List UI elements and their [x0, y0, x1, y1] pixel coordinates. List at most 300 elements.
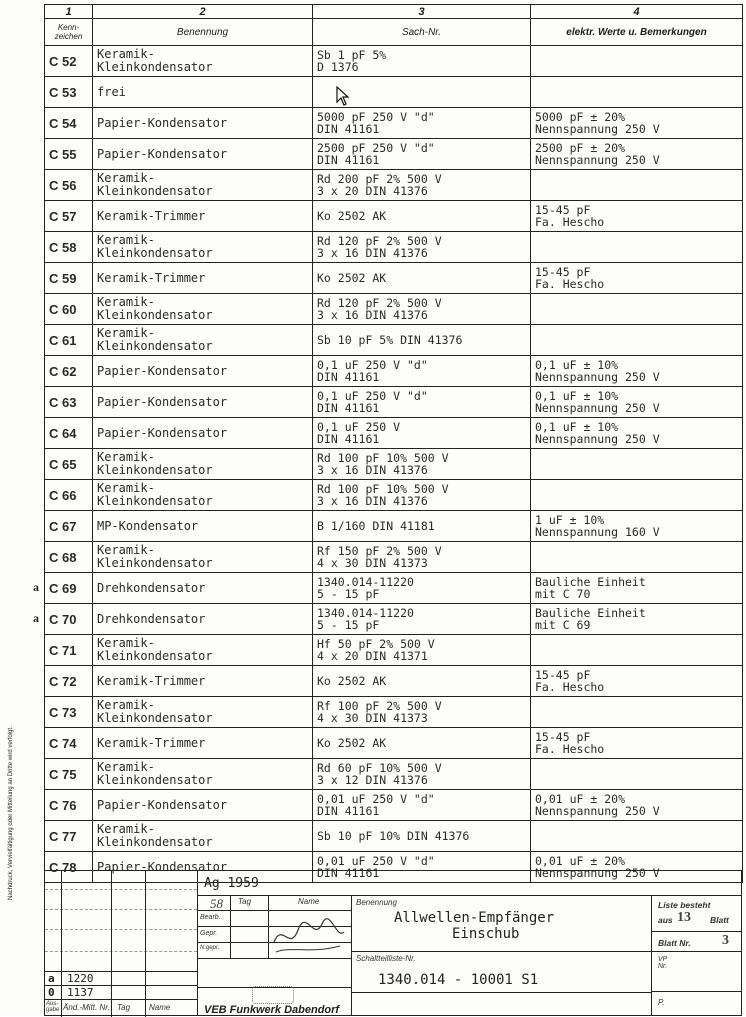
cell-sachnr-line: Rf 100 pF 2% 500 V	[317, 699, 442, 713]
table-row	[45, 170, 743, 201]
cell-benennung	[93, 759, 313, 790]
cell-kennzeichen-line: C 56	[49, 177, 77, 193]
cell-kennzeichen	[45, 821, 93, 852]
cell-benennung	[93, 511, 313, 542]
revision-0-letter: 0	[48, 986, 55, 999]
device-title-line1: Allwellen-Empfänger	[394, 910, 555, 926]
cell-kennzeichen	[45, 294, 93, 325]
revision-mark: a	[33, 580, 39, 594]
cell-bemerkung-line: Nennspannung 250 V	[535, 804, 660, 818]
cell-benennung-line: Kleinkondensator	[97, 60, 213, 74]
cell-kennzeichen-line: C 76	[49, 797, 77, 813]
table-row	[45, 604, 743, 635]
cell-benennung	[93, 604, 313, 635]
cell-sachnr	[313, 821, 531, 852]
cell-kennzeichen	[45, 263, 93, 294]
cell-kennzeichen-line: C 58	[49, 239, 77, 255]
label-schaltteilliste: Schaltteilliste-Nr.	[356, 954, 416, 963]
cell-sachnr-line: B 1/160 DIN 41181	[317, 519, 435, 533]
cell-benennung	[93, 449, 313, 480]
table-row	[45, 449, 743, 480]
table-row	[45, 542, 743, 573]
cell-benennung	[93, 821, 313, 852]
label-aus: aus	[658, 915, 673, 925]
cell-sachnr-line: DIN 41161	[317, 370, 380, 384]
cell-kennzeichen	[45, 170, 93, 201]
table-row	[45, 666, 743, 697]
cell-kennzeichen	[45, 139, 93, 170]
cell-sachnr-line: Sb 10 pF 10% DIN 41376	[317, 829, 470, 843]
cell-benennung-line: Kleinkondensator	[97, 246, 213, 260]
cell-bemerkung-line: Nennspannung 250 V	[535, 432, 660, 446]
cell-kennzeichen	[45, 325, 93, 356]
cell-benennung-line: frei	[97, 84, 126, 99]
cell-benennung-line: Drehkondensator	[97, 611, 206, 626]
cell-bemerkung-line: 0,01 uF ± 20%	[535, 792, 626, 806]
cell-benennung-line: Kleinkondensator	[97, 308, 213, 322]
column-header-row	[45, 19, 743, 46]
label-aend-mitt: Änd.-Mitt. Nr.	[63, 1003, 110, 1012]
cell-sachnr-line: 4 x 20 DIN 41371	[317, 649, 428, 663]
cell-sachnr-line: 0,01 uF 250 V "d"	[317, 854, 435, 868]
cell-benennung-line: Kleinkondensator	[97, 556, 213, 570]
vp-box	[652, 952, 742, 992]
col-header-sachnr: Sach-Nr.	[313, 19, 531, 46]
table-row	[45, 356, 743, 387]
cell-benennung	[93, 139, 313, 170]
cell-bemerkung-line: 0,1 uF ± 10%	[535, 389, 619, 403]
cell-sachnr-line: 3 x 20 DIN 41376	[317, 184, 428, 198]
cell-benennung-line: Kleinkondensator	[97, 649, 213, 663]
cell-sachnr	[313, 387, 531, 418]
cell-benennung-line: Keramik-Trimmer	[97, 208, 206, 223]
cell-kennzeichen-line: C 75	[49, 766, 77, 782]
cell-benennung-line: Keramik-	[97, 543, 155, 557]
cell-kennzeichen-line: C 54	[49, 115, 77, 131]
company-name: VEB Funkwerk Dabendorf	[204, 1004, 340, 1016]
cell-kennzeichen	[45, 449, 93, 480]
cell-benennung-line: Keramik-	[97, 326, 155, 340]
cell-benennung	[93, 356, 313, 387]
cell-benennung-line: Keramik-	[97, 450, 155, 464]
cell-bemerkung-line: Fa. Hescho	[535, 680, 605, 694]
column-number-row	[45, 5, 743, 19]
cell-kennzeichen-line: C 63	[49, 394, 77, 410]
cell-benennung-line: Keramik-	[97, 233, 155, 247]
table-row	[45, 263, 743, 294]
table-row	[45, 573, 743, 604]
revision-a-number: 1220	[67, 972, 94, 985]
cell-sachnr	[313, 635, 531, 666]
cell-benennung	[93, 418, 313, 449]
cell-bemerkung-line: 15-45 pF	[535, 668, 591, 682]
signature-scribble	[270, 912, 348, 956]
cell-kennzeichen-line: C 60	[49, 301, 77, 317]
cell-kennzeichen-line: C 65	[49, 456, 77, 472]
table-row	[45, 201, 743, 232]
table-row	[45, 790, 743, 821]
cell-kennzeichen-line: C 67	[49, 518, 77, 534]
label-bearb: Bearb.	[200, 914, 221, 921]
cell-benennung-line: Keramik-	[97, 822, 155, 836]
cell-sachnr-line: 0,1 uF 250 V	[317, 420, 401, 434]
cell-sachnr-line: 5 - 15 pF	[317, 587, 380, 601]
date-number: 58	[210, 896, 223, 911]
cell-sachnr-line: 3 x 16 DIN 41376	[317, 463, 428, 477]
company-stamp-icon	[252, 986, 294, 1004]
label-name: Name	[149, 1003, 171, 1012]
cell-kennzeichen	[45, 697, 93, 728]
cell-bemerkung	[531, 604, 743, 635]
cell-kennzeichen-line: C 61	[49, 332, 77, 348]
cell-sachnr-line: DIN 41161	[317, 401, 380, 415]
cell-bemerkung-line: mit C 70	[535, 587, 591, 601]
cell-kennzeichen-line: C 73	[49, 704, 77, 720]
cell-bemerkung-line: 15-45 pF	[535, 730, 591, 744]
cell-sachnr-line: Rd 120 pF 2% 500 V	[317, 296, 442, 310]
cell-sachnr-line: 4 x 30 DIN 41373	[317, 556, 428, 570]
cell-sachnr	[313, 108, 531, 139]
table-row	[45, 418, 743, 449]
cell-bemerkung-line: mit C 69	[535, 618, 591, 632]
table-row	[45, 511, 743, 542]
cell-benennung	[93, 666, 313, 697]
cell-sachnr	[313, 666, 531, 697]
cell-sachnr-line: 0,01 uF 250 V "d"	[317, 792, 435, 806]
cell-bemerkung	[531, 480, 743, 511]
cell-sachnr	[313, 759, 531, 790]
device-title-line2: Einschub	[452, 926, 520, 942]
cell-sachnr-line: Rd 60 pF 10% 500 V	[317, 761, 442, 775]
cell-bemerkung	[531, 232, 743, 263]
cell-kennzeichen	[45, 232, 93, 263]
parts-table	[44, 4, 743, 883]
cell-benennung-line: Papier-Kondensator	[97, 115, 228, 130]
cell-benennung	[93, 108, 313, 139]
sheet-number-box	[652, 932, 742, 952]
cell-bemerkung	[531, 170, 743, 201]
cell-sachnr-line: 3 x 12 DIN 41376	[317, 773, 428, 787]
cell-bemerkung-line: Bauliche Einheit	[535, 606, 646, 620]
cell-sachnr-line: Rd 100 pF 10% 500 V	[317, 482, 449, 496]
cell-bemerkung	[531, 511, 743, 542]
cell-kennzeichen-line: C 53	[49, 84, 77, 100]
col-number-4: 4	[531, 5, 743, 19]
cell-sachnr-line: DIN 41161	[317, 866, 380, 880]
cell-sachnr	[313, 139, 531, 170]
label-p: P.	[658, 998, 665, 1007]
label-ngepr: N.gepr.	[200, 945, 220, 951]
cell-bemerkung-line: Nennspannung 250 V	[535, 370, 660, 384]
cell-kennzeichen	[45, 356, 93, 387]
cell-bemerkung	[531, 542, 743, 573]
cell-bemerkung-line: Fa. Hescho	[535, 277, 605, 291]
cell-benennung	[93, 201, 313, 232]
designation-box	[352, 896, 652, 952]
cell-benennung	[93, 232, 313, 263]
cell-sachnr-line: Rf 150 pF 2% 500 V	[317, 544, 442, 558]
parts-rows	[45, 46, 743, 883]
cell-bemerkung	[531, 356, 743, 387]
cell-sachnr-line: 4 x 30 DIN 41373	[317, 711, 428, 725]
cell-kennzeichen-line: C 68	[49, 549, 77, 565]
cell-sachnr	[313, 697, 531, 728]
col-header-kennzeichen: Kenn-zeichen	[45, 19, 93, 46]
table-row	[45, 480, 743, 511]
col-number-3: 3	[313, 5, 531, 19]
cell-sachnr	[313, 294, 531, 325]
cell-bemerkung	[531, 573, 743, 604]
cell-kennzeichen	[45, 728, 93, 759]
cell-bemerkung	[531, 790, 743, 821]
cell-sachnr	[313, 542, 531, 573]
table-row	[45, 294, 743, 325]
cell-sachnr	[313, 480, 531, 511]
cell-kennzeichen	[45, 790, 93, 821]
cell-bemerkung	[531, 139, 743, 170]
cell-kennzeichen-line: C 55	[49, 146, 77, 162]
cell-bemerkung	[531, 697, 743, 728]
copyright-note: Nachdruck, Vervielfältigung oder Mitteilung an Dritte wird verfolgt.	[8, 726, 14, 900]
cell-benennung-line: Papier-Kondensator	[97, 859, 228, 874]
cell-kennzeichen	[45, 542, 93, 573]
cell-benennung-line: Keramik-	[97, 481, 155, 495]
col-header-benennung: Benennung	[93, 19, 313, 46]
cell-kennzeichen	[45, 511, 93, 542]
cell-kennzeichen	[45, 46, 93, 77]
cell-kennzeichen	[45, 666, 93, 697]
cell-sachnr-line: DIN 41161	[317, 432, 380, 446]
cell-bemerkung-line: 15-45 pF	[535, 203, 591, 217]
revision-0-number: 1137	[67, 986, 94, 999]
cell-benennung	[93, 697, 313, 728]
cell-kennzeichen	[45, 387, 93, 418]
cell-kennzeichen-line: C 64	[49, 425, 77, 441]
cell-bemerkung-line: Nennspannung 160 V	[535, 525, 660, 539]
cell-bemerkung	[531, 387, 743, 418]
p-box	[652, 992, 742, 1016]
cell-kennzeichen-line: C 78	[49, 859, 77, 875]
table-row	[45, 325, 743, 356]
cell-bemerkung-line: Nennspannung 250 V	[535, 122, 660, 136]
cell-bemerkung-line: 0,1 uF ± 10%	[535, 420, 619, 434]
cell-benennung-line: Kleinkondensator	[97, 835, 213, 849]
table-row	[45, 139, 743, 170]
cell-kennzeichen-line: C 66	[49, 487, 77, 503]
cell-benennung-line: Papier-Kondensator	[97, 797, 228, 812]
cell-bemerkung	[531, 294, 743, 325]
cell-bemerkung	[531, 666, 743, 697]
table-row	[45, 821, 743, 852]
sheet-count-box	[652, 896, 742, 932]
cell-benennung-line: Keramik-	[97, 698, 155, 712]
cell-benennung	[93, 542, 313, 573]
cell-kennzeichen-line: C 57	[49, 208, 77, 224]
cell-kennzeichen-line: C 52	[49, 53, 77, 69]
cell-kennzeichen	[45, 108, 93, 139]
cell-sachnr-line: Rd 200 pF 2% 500 V	[317, 172, 442, 186]
cell-bemerkung-line: Fa. Hescho	[535, 215, 605, 229]
label-vp: VP Nr.	[658, 956, 668, 970]
cell-benennung	[93, 77, 313, 108]
label-ausgabe: Aus-gabe	[46, 1001, 60, 1013]
cell-bemerkung-line: Nennspannung 250 V	[535, 153, 660, 167]
col-number-2: 2	[93, 5, 313, 19]
cell-sachnr	[313, 356, 531, 387]
sheet-number: 3	[722, 933, 729, 948]
cell-sachnr	[313, 325, 531, 356]
cell-sachnr-line: Rd 100 pF 10% 500 V	[317, 451, 449, 465]
cell-kennzeichen-line: C 70	[49, 611, 77, 627]
cell-kennzeichen	[45, 573, 93, 604]
cell-benennung	[93, 263, 313, 294]
cell-sachnr-line: 3 x 16 DIN 41376	[317, 494, 428, 508]
label-name-approval: Name	[298, 897, 320, 906]
cell-benennung-line: Papier-Kondensator	[97, 146, 228, 161]
cell-sachnr	[313, 232, 531, 263]
table-row	[45, 387, 743, 418]
revision-a-letter: a	[48, 972, 55, 985]
cell-sachnr-line: 0,1 uF 250 V "d"	[317, 358, 428, 372]
cell-bemerkung-line: 1 uF ± 10%	[535, 513, 605, 527]
cell-sachnr-line: Ko 2502 AK	[317, 209, 387, 223]
cell-kennzeichen	[45, 418, 93, 449]
cell-sachnr-line: DIN 41161	[317, 153, 380, 167]
label-blatt: Blatt	[710, 915, 729, 925]
cell-sachnr-line: 5000 pF 250 V "d"	[317, 110, 435, 124]
cell-benennung-line: Kleinkondensator	[97, 773, 213, 787]
cell-benennung-line: Kleinkondensator	[97, 711, 213, 725]
label-tag-approval: Tag	[238, 897, 252, 906]
cell-benennung	[93, 387, 313, 418]
table-row	[45, 46, 743, 77]
cell-kennzeichen-line: C 72	[49, 673, 77, 689]
cell-benennung-line: Keramik-	[97, 295, 155, 309]
cell-sachnr	[313, 263, 531, 294]
cell-kennzeichen-line: C 59	[49, 270, 77, 286]
table-row	[45, 759, 743, 790]
cell-benennung-line: Keramik-	[97, 47, 155, 61]
cell-benennung	[93, 294, 313, 325]
cell-sachnr	[313, 170, 531, 201]
cell-bemerkung	[531, 46, 743, 77]
revision-mark: a	[33, 611, 39, 625]
cell-kennzeichen-line: C 62	[49, 363, 77, 379]
cell-sachnr-line: Sb 10 pF 5% DIN 41376	[317, 333, 463, 347]
cell-bemerkung	[531, 821, 743, 852]
cell-benennung-line: Keramik-Trimmer	[97, 735, 206, 750]
cell-sachnr	[313, 449, 531, 480]
table-row	[45, 728, 743, 759]
cell-sachnr	[313, 604, 531, 635]
cell-sachnr-line: Hf 50 pF 2% 500 V	[317, 637, 435, 651]
cell-bemerkung	[531, 728, 743, 759]
cell-bemerkung-line: Fa. Hescho	[535, 742, 605, 756]
cell-benennung-line: Kleinkondensator	[97, 339, 213, 353]
cell-kennzeichen	[45, 201, 93, 232]
cell-kennzeichen	[45, 480, 93, 511]
company-box	[198, 988, 352, 1016]
cell-benennung	[93, 728, 313, 759]
cell-benennung	[93, 635, 313, 666]
cell-kennzeichen-line: C 71	[49, 642, 77, 658]
cell-kennzeichen-line: C 74	[49, 735, 77, 751]
cell-sachnr	[313, 728, 531, 759]
approval-block	[198, 896, 352, 988]
cell-sachnr-line: Rd 120 pF 2% 500 V	[317, 234, 442, 248]
label-benennung: Benennung	[356, 898, 397, 907]
col-number-1: 1	[45, 5, 93, 19]
cell-sachnr-line: DIN 41161	[317, 122, 380, 136]
cell-sachnr-line: Ko 2502 AK	[317, 736, 387, 750]
cell-sachnr	[313, 573, 531, 604]
cell-benennung-line: Papier-Kondensator	[97, 363, 228, 378]
cell-kennzeichen-line: C 77	[49, 828, 77, 844]
cell-sachnr-line: D 1376	[317, 60, 359, 74]
cell-benennung-line: Keramik-Trimmer	[97, 673, 206, 688]
cell-sachnr	[313, 790, 531, 821]
cell-sachnr-line: 5 - 15 pF	[317, 618, 380, 632]
label-blatt-nr: Blatt Nr.	[658, 938, 691, 948]
cell-bemerkung	[531, 325, 743, 356]
cell-bemerkung-line: 0,01 uF ± 20%	[535, 854, 626, 868]
cell-benennung-line: Kleinkondensator	[97, 184, 213, 198]
cell-sachnr-line: Ko 2502 AK	[317, 674, 387, 688]
table-row	[45, 108, 743, 139]
cell-sachnr-line: 2500 pF 250 V "d"	[317, 141, 435, 155]
cell-bemerkung-line: Nennspannung 250 V	[535, 401, 660, 415]
cell-bemerkung-line: 0,1 uF ± 10%	[535, 358, 619, 372]
cell-benennung	[93, 790, 313, 821]
sheet-count: 13	[677, 910, 691, 925]
cell-sachnr	[313, 511, 531, 542]
cell-bemerkung-line: Bauliche Einheit	[535, 575, 646, 589]
table-row	[45, 232, 743, 263]
cell-bemerkung-line: 2500 pF ± 20%	[535, 141, 626, 155]
label-tag: Tag	[117, 1003, 131, 1012]
cell-benennung	[93, 170, 313, 201]
cell-benennung	[93, 46, 313, 77]
cell-bemerkung	[531, 77, 743, 108]
cell-sachnr	[313, 418, 531, 449]
cell-sachnr-line: 3 x 16 DIN 41376	[317, 308, 428, 322]
cell-sachnr-line: 0,1 uF 250 V "d"	[317, 389, 428, 403]
cell-sachnr	[313, 201, 531, 232]
col-header-bemerkungen: elektr. Werte u. Bemerkungen	[531, 19, 743, 46]
table-row	[45, 77, 743, 108]
cell-bemerkung-line: 15-45 pF	[535, 265, 591, 279]
cell-bemerkung	[531, 108, 743, 139]
cell-benennung-line: Keramik-	[97, 171, 155, 185]
cell-benennung-line: Keramik-	[97, 760, 155, 774]
cell-benennung-line: Papier-Kondensator	[97, 394, 228, 409]
cell-bemerkung	[531, 759, 743, 790]
label-gepr: Gepr.	[200, 930, 218, 937]
cell-kennzeichen	[45, 604, 93, 635]
cell-benennung-line: Keramik-Trimmer	[97, 270, 206, 285]
cell-benennung-line: Papier-Kondensator	[97, 425, 228, 440]
cell-sachnr-line: Ko 2502 AK	[317, 271, 387, 285]
cell-benennung	[93, 573, 313, 604]
cell-bemerkung	[531, 418, 743, 449]
schematic-list-box	[352, 952, 652, 1016]
cell-sachnr-line: 1340.014-11220	[317, 606, 414, 620]
schematic-list-number: 1340.014 - 10001 S1	[378, 972, 539, 988]
cell-sachnr-line: 3 x 16 DIN 41376	[317, 246, 428, 260]
cell-kennzeichen	[45, 77, 93, 108]
table-row	[45, 635, 743, 666]
cell-bemerkung	[531, 263, 743, 294]
